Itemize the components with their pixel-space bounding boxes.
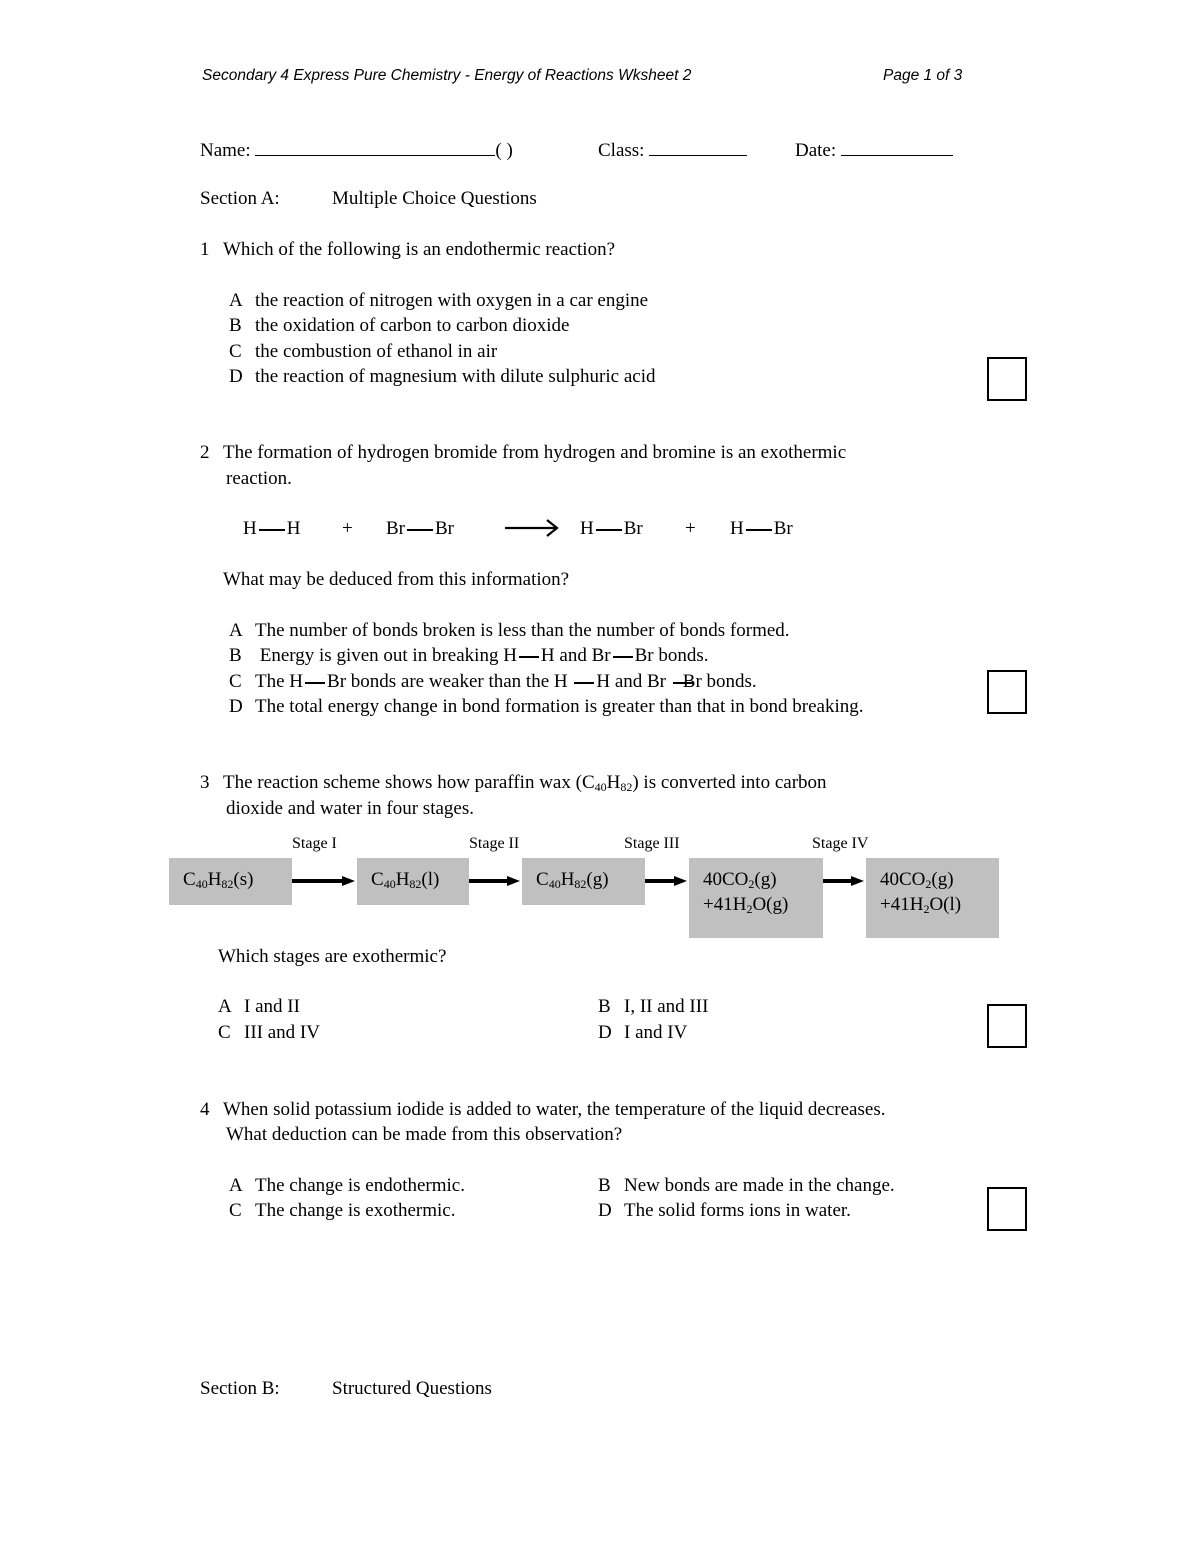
class-row — [598, 138, 747, 160]
q4-option-a — [229, 1176, 465, 1195]
option-text: The H — [255, 671, 304, 692]
atom-br: Br — [623, 518, 643, 539]
option-text: New bonds are made in the change. — [624, 1175, 895, 1196]
text-part: +41H — [703, 893, 747, 915]
single-bond — [746, 529, 772, 531]
text-part: C — [183, 869, 196, 890]
option-text: Br bonds. — [634, 645, 709, 666]
option-text: III and IV — [244, 1022, 320, 1043]
stage-label-4: Stage IV — [812, 835, 869, 852]
q4-number: 4 — [200, 1099, 210, 1120]
q1-option-d — [229, 367, 655, 386]
q2-option-d — [229, 697, 864, 716]
q2-option-a — [229, 621, 790, 640]
atom-h: H — [286, 518, 301, 539]
text-part: H — [207, 869, 222, 890]
option-text: the combustion of ethanol in air — [255, 341, 498, 362]
single-bond — [305, 682, 325, 684]
atom-br: Br — [773, 518, 793, 539]
species-wax-liquid — [357, 858, 469, 905]
option-text: the reaction of nitrogen with oxygen in a car engine — [255, 290, 649, 311]
reaction-arrow-icon — [505, 515, 561, 546]
q2-text-line2: reaction. — [226, 468, 292, 489]
subscript: 40 — [594, 780, 607, 794]
atom-h: H — [580, 518, 594, 539]
option-text: The total energy change in bond formation is greater than that in bond breaking. — [255, 696, 864, 717]
subscript: 40 — [383, 877, 396, 891]
co2-line — [880, 868, 999, 893]
option-letter: D — [598, 1200, 612, 1221]
q1-option-c — [229, 342, 497, 361]
option-text: The change is endothermic. — [255, 1175, 465, 1196]
text-part: (g) — [931, 869, 954, 890]
q3-option-a — [218, 997, 300, 1016]
worksheet-title: Secondary 4 Express Pure Chemistry - Energy of Reactions Wksheet 2 — [202, 67, 692, 84]
stage-arrow-icon — [292, 872, 357, 895]
register-parens: ( ) — [495, 140, 513, 161]
subscript: 40 — [548, 877, 561, 891]
atom-br: Br — [386, 518, 405, 539]
option-letter: D — [229, 696, 243, 717]
q4-option-b — [598, 1176, 895, 1195]
section-a-title: Multiple Choice Questions — [332, 188, 537, 209]
q4-option-d — [598, 1201, 851, 1220]
text-part: +41H — [880, 893, 924, 915]
q4-answer-box[interactable] — [987, 1187, 1027, 1231]
option-letter: C — [229, 671, 242, 692]
eq-plus-2: + — [685, 518, 696, 539]
eq-h-h — [243, 519, 300, 538]
q3-question: Which stages are exothermic? — [218, 946, 447, 967]
section-b-title: Structured Questions — [332, 1378, 492, 1399]
date-blank[interactable] — [841, 138, 953, 156]
option-text: H and Br — [540, 645, 611, 666]
subscript: 2 — [923, 901, 930, 916]
text-part: C — [536, 869, 549, 890]
q2-answer-box[interactable] — [987, 670, 1027, 714]
subscript: 2 — [748, 877, 755, 891]
q3-text-line1 — [223, 773, 827, 792]
atom-br: Br — [435, 518, 454, 539]
option-text: Br bonds are weaker than the H — [327, 671, 573, 692]
text-part: H — [606, 772, 621, 793]
single-bond — [574, 682, 594, 684]
text-part: C — [371, 869, 384, 890]
single-bond — [259, 529, 285, 531]
option-letter: B — [598, 996, 611, 1017]
eq-br-br — [386, 519, 454, 538]
option-letter: C — [229, 1200, 242, 1221]
text-part: (g) — [754, 869, 777, 890]
text-part: H — [560, 869, 575, 890]
stage-arrow-icon — [469, 872, 522, 895]
h2o-line — [880, 893, 999, 918]
option-text: The solid forms ions in water. — [624, 1200, 851, 1221]
text-part: 40CO — [880, 869, 926, 890]
option-letter: D — [229, 366, 243, 387]
text-part: 40CO — [703, 869, 749, 890]
subscript: 82 — [409, 877, 422, 891]
option-text: the oxidation of carbon to carbon dioxide — [255, 315, 570, 336]
subscript: 82 — [221, 877, 234, 891]
q2-option-c — [229, 672, 757, 691]
q1-option-a — [229, 291, 648, 310]
q4-text-line1: When solid potassium iodide is added to water, the temperature of the liquid decreases. — [223, 1099, 886, 1120]
stage-label-2: Stage II — [469, 835, 520, 852]
eq-plus-1: + — [342, 518, 353, 539]
date-label: Date: — [795, 140, 837, 161]
q4-text-line2: What deduction can be made from this observation? — [226, 1124, 623, 1145]
class-blank[interactable] — [649, 138, 747, 156]
stage-label-3: Stage III — [624, 835, 680, 852]
class-label: Class: — [598, 140, 645, 161]
option-letter: B — [229, 315, 242, 336]
text-part: H — [395, 869, 410, 890]
h2o-line — [703, 893, 823, 918]
species-wax-gas — [522, 858, 645, 905]
q1-text: Which of the following is an endothermic reaction? — [223, 239, 616, 260]
name-blank[interactable] — [255, 138, 495, 156]
option-text: I, II and III — [624, 996, 709, 1017]
date-row — [795, 138, 953, 160]
subscript: 82 — [574, 877, 587, 891]
q3-text-line2: dioxide and water in four stages. — [226, 798, 474, 819]
single-bond — [407, 529, 433, 531]
name-row — [200, 138, 513, 160]
q2-text-line1: The formation of hydrogen bromide from hydrogen and bromine is an exothermic — [223, 442, 847, 463]
text-part: (l) — [421, 869, 440, 890]
single-bond — [613, 656, 633, 658]
text-part: The reaction scheme shows how paraffin wax (C — [223, 772, 595, 793]
option-letter: A — [229, 620, 243, 641]
option-letter: A — [229, 290, 243, 311]
q3-option-b — [598, 997, 708, 1016]
q3-option-c — [218, 1023, 320, 1042]
text-part: (s) — [233, 869, 254, 890]
stage-arrow-icon — [645, 872, 689, 895]
option-text: Br bonds. — [682, 671, 757, 692]
subscript: 2 — [746, 901, 753, 916]
species-products-liquid — [866, 858, 999, 938]
stage-arrow-icon — [823, 872, 866, 895]
eq-h-br-2 — [730, 519, 793, 538]
single-bond — [519, 656, 539, 658]
option-letter: B — [598, 1175, 611, 1196]
species-products-gas — [689, 858, 823, 938]
option-letter: A — [218, 996, 232, 1017]
option-letter: B — [229, 645, 242, 666]
q3-number: 3 — [200, 772, 210, 793]
text-part: O(l) — [929, 893, 962, 915]
name-label: Name: — [200, 140, 251, 161]
option-letter: D — [598, 1022, 612, 1043]
species-wax-solid — [169, 858, 292, 905]
q2-number: 2 — [200, 442, 210, 463]
co2-line — [703, 868, 823, 893]
single-bond — [596, 529, 622, 531]
option-text: The number of bonds broken is less than the number of bonds formed. — [255, 620, 790, 641]
eq-h-br-1 — [580, 519, 643, 538]
section-b-label: Section B: — [200, 1378, 280, 1399]
stage-label-1: Stage I — [292, 835, 337, 852]
page-number: Page 1 of 3 — [883, 67, 963, 84]
option-letter: A — [229, 1175, 243, 1196]
text-part: O(g) — [752, 893, 789, 915]
q1-number: 1 — [200, 239, 210, 260]
option-letter: C — [229, 341, 242, 362]
q3-answer-box[interactable] — [987, 1004, 1027, 1048]
option-text: Energy is given out in breaking H — [259, 645, 517, 666]
subscript: 82 — [620, 780, 633, 794]
q2-question: What may be deduced from this information? — [223, 569, 570, 590]
option-text: H and Br — [596, 671, 671, 692]
q1-answer-box[interactable] — [987, 357, 1027, 401]
option-text: I and II — [244, 996, 300, 1017]
section-a-label: Section A: — [200, 188, 280, 209]
q4-option-c — [229, 1201, 455, 1220]
atom-h: H — [730, 518, 744, 539]
option-text: the reaction of magnesium with dilute sulphuric acid — [255, 366, 656, 387]
subscript: 2 — [925, 877, 932, 891]
option-text: I and IV — [624, 1022, 688, 1043]
q2-option-b — [229, 646, 708, 665]
q1-option-b — [229, 316, 569, 335]
subscript: 40 — [195, 877, 208, 891]
q3-option-d — [598, 1023, 687, 1042]
text-part: ) is converted into carbon — [632, 772, 827, 793]
option-text: The change is exothermic. — [255, 1200, 456, 1221]
text-part: (g) — [586, 869, 609, 890]
option-letter: C — [218, 1022, 231, 1043]
atom-h: H — [243, 518, 257, 539]
